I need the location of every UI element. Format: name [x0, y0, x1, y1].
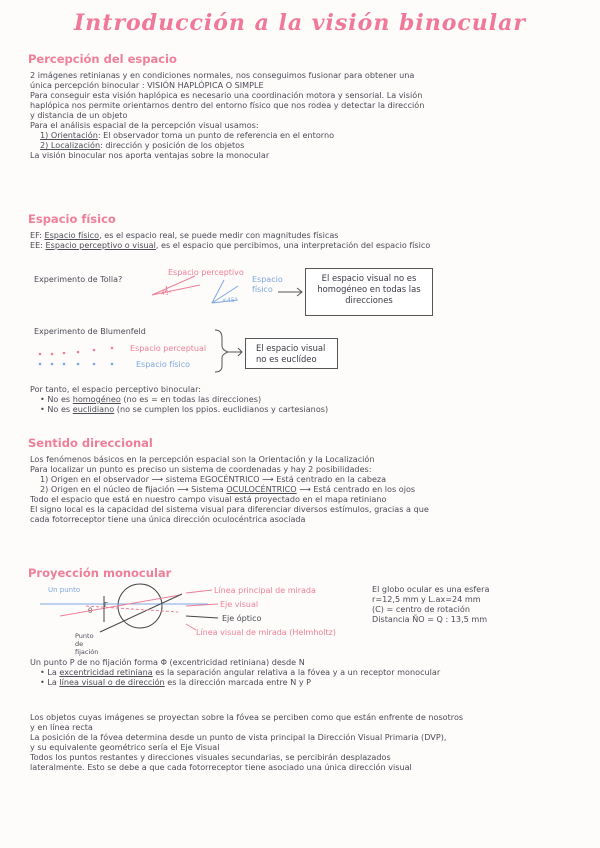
text-line: La posición de la fóvea determina desde un punto de vista principal la Dirección Visual Primaria (DVP),: [30, 732, 447, 742]
term: Espacio perceptivo o visual: [45, 240, 156, 250]
text-line: haplópica nos permite orientarnos dentro del entorno físico que nos rodea y detectar la dirección: [30, 100, 425, 110]
text-line: EF: Espacio físico, es el espacio real, se puede medir con magnitudes físicas: [30, 230, 339, 240]
text-line: Los objetos cuyas imágenes se proyectan sobre la fóvea se perciben como que están enfrente de nosotros: [30, 712, 464, 722]
text-line: Un punto P de no fijación forma Φ (excentricidad retiniana) desde N: [30, 657, 305, 667]
chief-ray-label: Línea principal de mirada: [214, 586, 316, 595]
text-line: La visión binocular nos aporta ventajas sobre la monocular: [30, 150, 270, 160]
term: 2) Localización: [40, 140, 101, 150]
text-line: y su equivalente geométrico sería el Eje Visual: [30, 742, 220, 752]
text-line: única percepción binocular : VISIÓN HAPLÓPICA O SIMPLE: [30, 80, 264, 90]
term: Espacio físico: [44, 230, 100, 240]
text-line: y en línea recta: [30, 722, 93, 732]
point-label: Un punto: [48, 586, 81, 594]
theta-label: θ: [88, 607, 93, 615]
list-item: • La excentricidad retiniana es la separación angular relativa a la fóvea y a un receptor monocular: [40, 667, 441, 677]
perceptual-space-label: Espacio perceptivo: [168, 268, 244, 277]
eye-diagram: [40, 584, 218, 632]
heading-percepcion: Percepción del espacio: [28, 52, 177, 66]
list-item: • No es homogéneo (no es = en todas las direcciones): [40, 394, 262, 404]
text-line: cada fotorreceptor tiene una única dirección oculocéntrica asociada: [30, 514, 306, 524]
text: : dirección y posición de los objetos: [100, 140, 245, 150]
f-label: F: [104, 601, 109, 609]
experiment-label: Experimento de Blumenfeld: [34, 327, 146, 336]
list-item: • La línea visual o de dirección es la dirección marcada entre N y P: [40, 677, 312, 687]
text-line: Por tanto, el espacio perceptivo binocular:: [30, 384, 202, 394]
text-line: Distancia ÑO = Q : 13,5 mm: [372, 614, 488, 624]
perceptual-angle-figure: [152, 276, 200, 295]
text-line: Para conseguir esta visión haplópica es necesario una coordinación motora y sensorial. La visión: [30, 90, 423, 100]
text-line: EE: Espacio perceptivo o visual, es el espacio que percibimos, una interpretación del espacio físico: [30, 240, 431, 250]
heading-proyeccion: Proyección monocular: [28, 566, 172, 580]
experiment-label: Experimento de Tolla?: [34, 275, 123, 284]
heading-sentido: Sentido direccional: [28, 436, 153, 450]
note-line: homogéneo en todas las: [317, 284, 421, 294]
arrow: [278, 288, 302, 296]
text-line: y distancia de un objeto: [30, 110, 128, 120]
text-line: Los fenómenos básicos en la percepción espacial son la Orientación y la Localización: [30, 454, 375, 464]
note-line: no es euclídeo: [256, 354, 317, 364]
heading-espacio: Espacio físico: [28, 212, 116, 226]
note-line: El espacio visual no es: [321, 273, 417, 283]
physical-angle-figure: [212, 280, 238, 303]
perceptual-space-label: Espacio perceptual: [130, 344, 207, 353]
text-line: El globo ocular es una esfera: [372, 584, 490, 594]
list-item: 1) Origen en el observador ⟶ sistema EGOCÉNTRICO ⟶ Está centrado en la cabeza: [40, 474, 387, 484]
term: excentricidad retiniana: [59, 667, 153, 677]
text-line: El signo local es la capacidad del sistema visual para diferenciar diversos estímulos, gracias a que: [30, 504, 429, 514]
term: homogéneo: [72, 394, 121, 404]
text: : El observador toma un punto de referencia en el entorno: [97, 130, 335, 140]
visual-axis-label: Eje visual: [220, 600, 259, 609]
angle-label: 45°: [161, 290, 172, 297]
text-line: Todos los puntos restantes y direcciones visuales secundarias, se percibirán desplazados: [30, 752, 391, 762]
list-item: 2) Origen en el núcleo de fijación ⟶ Sistema OCULOCÉNTRICO ⟶ Está centrado en los ojos: [40, 484, 416, 494]
text-line: Para localizar un punto es preciso un sistema de coordenadas y hay 2 posibilidades:: [30, 464, 372, 474]
term: OCULOCÉNTRICO: [226, 484, 297, 494]
dot-rows: [39, 347, 114, 366]
text-line: lateralmente. Esto se debe a que cada fotorreceptor tiene asociado una única dirección visual: [30, 762, 412, 772]
text-line: r=12,5 mm y L.ax=24 mm: [372, 594, 481, 604]
term: línea visual o de dirección: [59, 677, 165, 687]
text-line: Todo el espacio que está en nuestro campo visual está proyectado en el mapa retiniano: [30, 494, 387, 504]
note-line: direcciones: [345, 295, 393, 305]
text-line: 2 imágenes retinianas y en condiciones normales, nos conseguimos fusionar para obtener una: [30, 70, 415, 80]
physical-space-label: Espacio físico: [136, 360, 190, 369]
angle-label: <45°: [222, 297, 238, 304]
term: 1) Orientación: [40, 130, 98, 140]
term: euclidiano: [72, 404, 115, 414]
line-of-sight-label: Línea visual de mirada (Helmholtz): [196, 628, 336, 637]
note-line: El espacio visual: [256, 343, 326, 353]
fixation-point-label: Punto de fijación: [75, 632, 99, 656]
physical-space-label: Espacio físico: [252, 275, 283, 294]
optic-axis-label: Eje óptico: [222, 614, 262, 623]
brace: [215, 330, 242, 372]
list-item: • No es euclidiano (no se cumplen los ppios. euclidianos y cartesianos): [40, 404, 329, 414]
text-line: (C) = centro de rotación: [372, 604, 471, 614]
page-title: Introducción a la visión binocular: [74, 10, 526, 36]
text-line: Para el análisis espacial de la percepción visual usamos:: [30, 120, 259, 130]
